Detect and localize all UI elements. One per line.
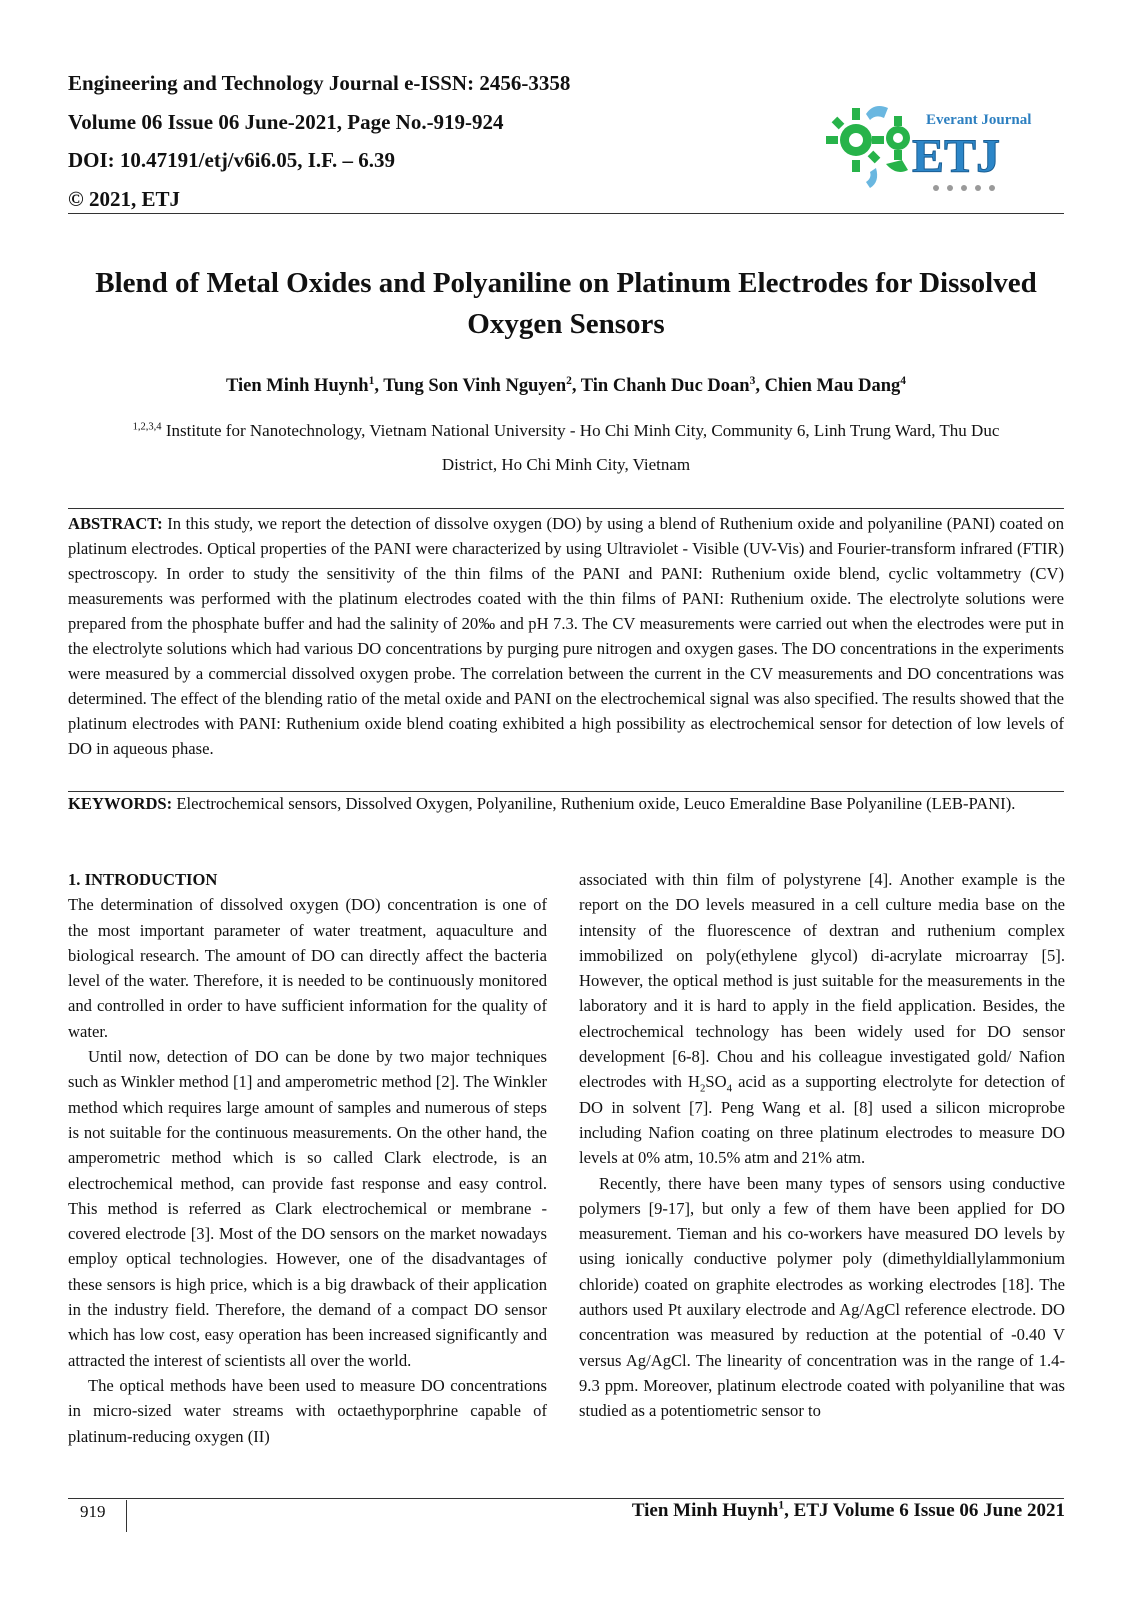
author-list: Tien Minh Huynh$^1$, Tung Son Vinh Nguyen$^2$, Tin Chanh Duc Doan$^3$, Chien Mau Dang$^4$: [225, 374, 906, 396]
paragraph-text: associated with thin film of polystyrene [4]. Another example is the report on the DO levels measured in a cell culture media base on the intensity of the fluorescence of dextran and ruthenium complex immobilized on poly(ethylene glycol) di-acrylate microarray [5]. However, the optical method is just suitable for the measurements in the laboratory and it is hard to apply in the field application. Besides, the electrochemical technology has been widely used for DO sensor development [6-8]. Chou and his colleague investigated gold/ Nafion electrodes with H: [579, 870, 1065, 1092]
journal-info: [68, 64, 570, 218]
author-sup: 1: [368, 374, 375, 387]
keywords-text: Electrochemical sensors, Dissolved Oxygen, Polyaniline, Ruthenium oxide, Leuco Emeraldine Base Polyaniline (LEB-PANI).: [176, 794, 1016, 813]
copyright-line: © 2021, ETJ: [68, 186, 180, 211]
affiliation: [68, 414, 1064, 482]
section-heading: 1. INTRODUCTION: [68, 870, 218, 889]
subscript: 4: [726, 1082, 733, 1095]
footer-author-sup: 1: [778, 1498, 785, 1512]
author-sup: 4: [900, 374, 906, 387]
paragraph: [579, 867, 1065, 1171]
affiliation-line: Institute for Nanotechnology, Vietnam National University - Ho Chi Minh City, Community 6, Linh Trung Ward, Thu Duc: [165, 421, 1000, 440]
footer-journal-ref: , ETJ Volume 6 Issue 06 June 2021: [784, 1500, 1065, 1521]
header-rule: [68, 213, 1064, 214]
paragraph: Recently, there have been many types of sensors using conductive polymers [9-17], but only a few of them have been applied for DO measurement. Tieman and his co-workers have measured DO levels by using ionically conductive polymer poly (dimethyldiallylammonium chloride) coated on graphite electrodes as working electrodes [18]. The authors used Pt auxilary electrode and Ag/AgCl reference electrode. DO concentration was measured by reduction at the potential of -0.40 V versus Ag/AgCl. The linearity of concentration was in the range of 1.4-9.3 ppm. Moreover, platinum electrode coated with polyaniline that was studied as a potentiometric sensor to: [579, 1173, 1065, 1421]
right-column: [579, 867, 1065, 1424]
abstract-text: In this study, we report the detection of dissolve oxygen (DO) by using a blend of Ruthenium oxide and polyaniline (PANI) coated on platinum electrodes. Optical properties of the PANI were characterized by using Ultraviolet - Visible (UV-Vis) and Fourier-transform infrared (FTIR) spectroscopy. In order to study the sensitivity of the thin films of the PANI and PANI: Ruthenium oxide blend, cyclic voltammetry (CV) measurements was performed with the platinum electrodes coated with the thin films of PANI: Ruthenium oxide. The electrolyte solutions were prepared from the phosphate buffer and had the salinity of 20‰ and pH 7.3. The CV measurements were carried out when the electrodes were put in the electrolyte solutions which had various DO concentrations by purging pure nitrogen and oxygen gases. The DO concentrations in the experiments were measured by a commercial dissolved oxygen probe. The correlation between the current in the CV measurements and DO concentrations was determined. The effect of the blending ratio of the metal oxide and PANI on the electrochemical signal was also specified. The results showed that the platinum electrodes with PANI: Ruthenium oxide blend coating exhibited a high possibility as electrochemical sensor for detection of low levels of DO in aqueous phase.: [68, 514, 1064, 758]
left-column: [68, 867, 547, 1449]
page-number: 919: [80, 1502, 106, 1521]
subscript: 2: [700, 1082, 706, 1095]
doi-line: DOI: 10.47191/etj/v6i6.05, I.F. – 6.39: [68, 148, 396, 172]
footer-author: Tien Minh Huynh: [631, 1500, 779, 1521]
affiliation-sup: 1,2,3,4: [132, 421, 162, 433]
logo-mark: ETJ: [912, 130, 1001, 183]
running-footer: [632, 1500, 1065, 1522]
paragraph: The determination of dissolved oxygen (DO) concentration is one of the most important parameter of water treatment, aquaculture and biological research. The amount of DO can directly affect the bacteria level of the water. Therefore, it is needed to be continuously monitored and controlled in order to have sufficient information for the quality of water.: [68, 895, 547, 1041]
etj-logo: [826, 94, 1044, 198]
abstract-rule: [68, 508, 1064, 509]
author-name: Tin Chanh Duc Doan: [580, 376, 750, 396]
author-name: Chien Mau Dang: [764, 376, 901, 396]
keywords-label: KEYWORDS:: [68, 794, 173, 813]
keywords: [68, 791, 1064, 816]
author-sup: 3: [749, 374, 756, 387]
affiliation-line: District, Ho Chi Minh City, Vietnam: [441, 455, 691, 474]
volume-line: Volume 06 Issue 06 June-2021, Page No.-919-924: [68, 109, 504, 134]
logo-text: Everant Journal: [926, 112, 1032, 128]
paragraph-text: SO: [705, 1072, 727, 1092]
author-name: Tien Minh Huynh: [225, 376, 369, 396]
author-sup: 2: [566, 374, 572, 387]
abstract-label: ABSTRACT:: [68, 514, 163, 533]
footer-rule: [68, 1498, 1064, 1499]
paragraph-text: acid as a supporting electrolyte for detection of DO in solvent [7]. Peng Wang et al. [8] used a silicon microprobe including Nafion coating on three platinum electrodes to measure DO levels at 0% atm, 10.5% atm and 21% atm.: [579, 1072, 1065, 1168]
paragraph: The optical methods have been used to measure DO concentrations in micro-sized water streams with octaethyporphrine capable of platinum-reducing oxygen (II): [68, 1375, 547, 1446]
journal-line: Engineering and Technology Journal e-ISSN: 2456-3358: [68, 71, 571, 95]
paragraph: Until now, detection of DO can be done by two major techniques such as Winkler method [1] and amperometric method [2]. The Winkler method which requires large amount of samples and numerous of steps is not suitable for the continuous measurements. On the other hand, the amperometric method which is so called Clark electrode, is an electrochemical method, can provide fast response and easy control. This method is referred as Clark electrochemical or membrane - covered electrode [3]. Most of the DO sensors on the market nowadays employ optical technologies. However, one of the disadvantages of these sensors is high price, which is a big drawback of their application in the industry field. Therefore, the demand of a compact DO sensor which has low cost, easy operation has been increased significantly and attracted the interest of scientists all over the world.: [68, 1047, 547, 1370]
footer-divider: [126, 1500, 127, 1532]
author-name: Tung Son Vinh Nguyen: [383, 376, 567, 396]
paper-title: Blend of Metal Oxides and Polyaniline on Platinum Electrodes for Dissolved Oxygen Sensors: [95, 267, 1037, 340]
abstract: [68, 511, 1064, 761]
